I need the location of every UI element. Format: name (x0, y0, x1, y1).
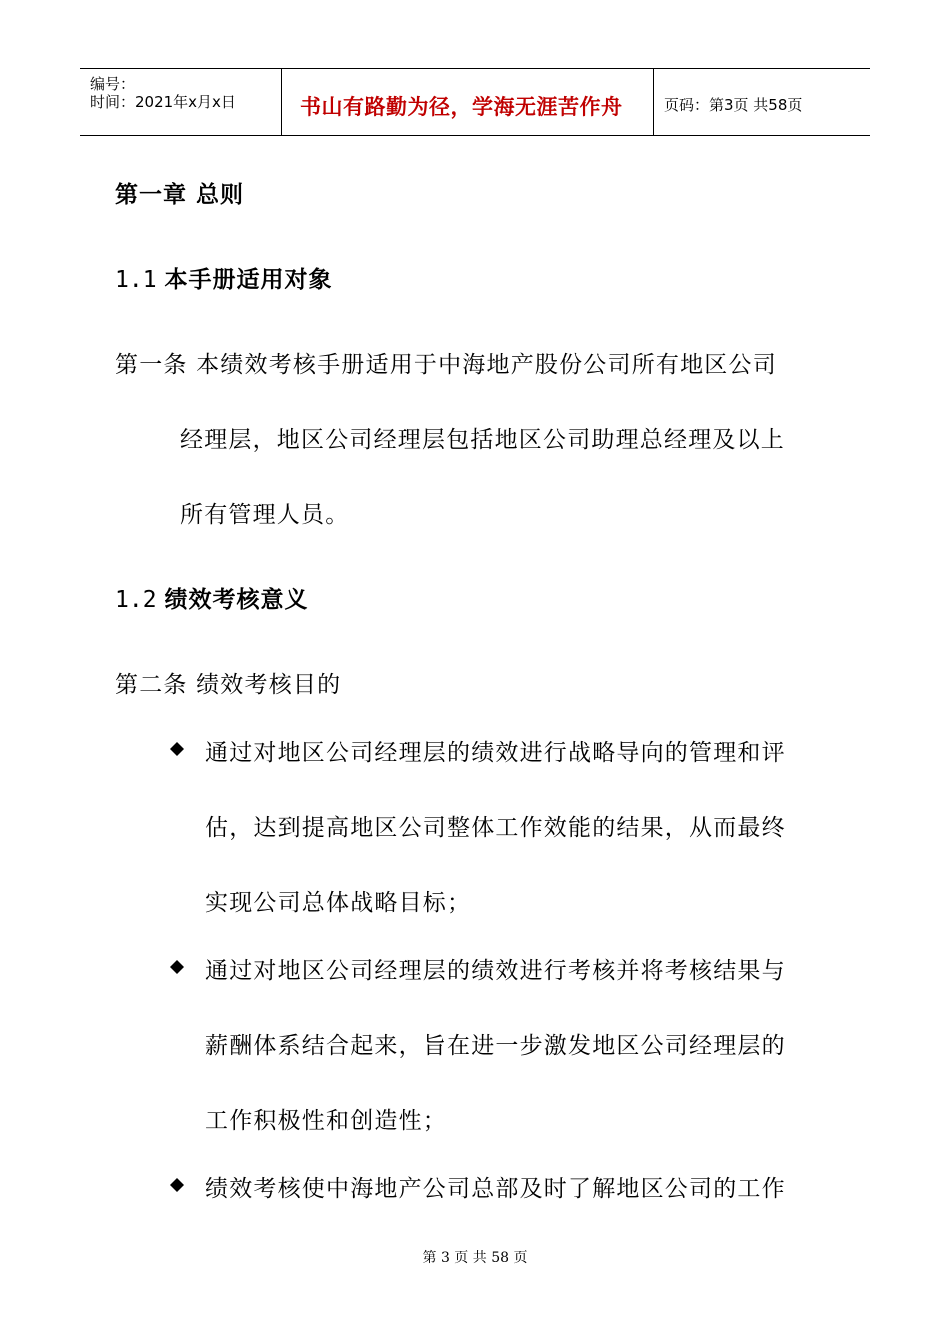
diamond-bullet-icon (170, 1178, 184, 1192)
page-footer: 第 3 页 共 58 页 (422, 1250, 528, 1266)
diamond-bullet-icon (170, 960, 184, 974)
motto-text: 书山有路勤为径，学海无涯苦作舟 (300, 95, 623, 119)
page-header (80, 68, 870, 136)
header-info-cell (80, 69, 282, 135)
section-number: 1.2 (115, 587, 157, 613)
header-page-info: 页码：第3页 共58页 (664, 96, 803, 114)
bullet-1-line-2: 估，达到提高地区公司整体工作效能的结果，从而最终 (205, 815, 786, 841)
article-1-line-3: 所有管理人员。 (180, 502, 350, 528)
chapter-title: 第一章 总则 (115, 182, 245, 208)
article-2-line-1: 第二条 绩效考核目的 (115, 672, 342, 698)
bullet-2-line-2: 薪酬体系结合起来，旨在进一步激发地区公司经理层的 (205, 1033, 786, 1059)
diamond-bullet-icon (170, 742, 184, 756)
section-heading (115, 581, 309, 614)
time-label: 时间：2021年x月x日 (90, 93, 236, 111)
serial-label: 编号： (90, 75, 136, 93)
bullet-2-line-3: 工作积极性和创造性； (205, 1108, 447, 1134)
section-number: 1.1 (115, 267, 157, 293)
article-1-line-1: 第一条 本绩效考核手册适用于中海地产股份公司所有地区公司 (115, 352, 777, 378)
bullet-1-line-1: 通过对地区公司经理层的绩效进行战略导向的管理和评 (205, 740, 786, 766)
header-motto-cell (282, 69, 654, 135)
article-1-line-2: 经理层，地区公司经理层包括地区公司助理总经理及以上 (180, 427, 785, 453)
section-title: 本手册适用对象 (164, 267, 333, 293)
section-heading (115, 261, 333, 294)
header-page-cell (654, 69, 870, 135)
section-title: 绩效考核意义 (164, 587, 309, 613)
bullet-1-line-3: 实现公司总体战略目标； (205, 890, 472, 916)
bullet-2-line-1: 通过对地区公司经理层的绩效进行考核并将考核结果与 (205, 958, 786, 984)
bullet-3-line-1: 绩效考核使中海地产公司总部及时了解地区公司的工作 (205, 1176, 786, 1202)
